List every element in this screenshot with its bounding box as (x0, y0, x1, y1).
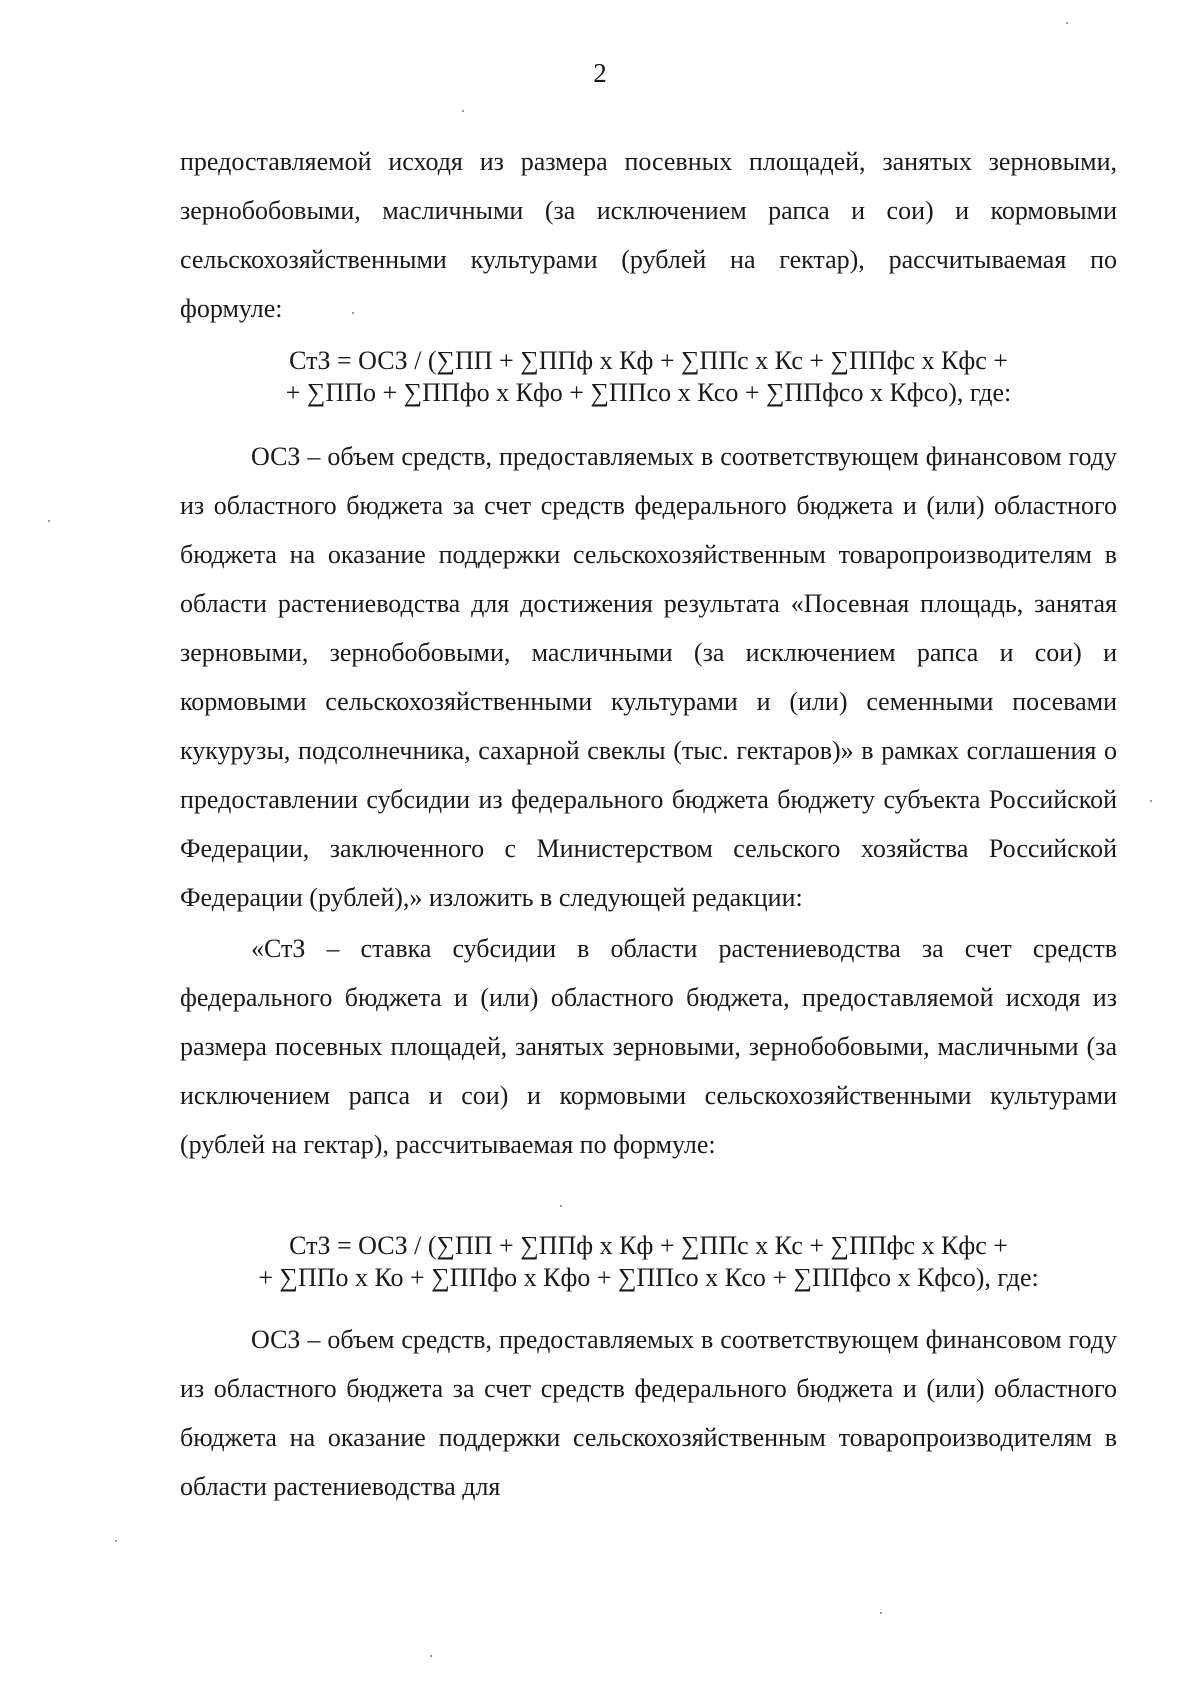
scan-speck (48, 520, 50, 522)
paragraph-stz-definition: «СтЗ – ставка субсидии в области растениеводства за счет средств федерального бюджета и (или) областного бюджета, предоставляемой исходя из размера посевных площадей, занятых зерновыми, зернобобовыми, масличными (за исключением рапса и сои) и кормовыми сельскохозяйственными культурами (рублей на гектар), рассчитываемая по формуле: (180, 934, 1117, 1159)
scan-speck (1150, 800, 1152, 802)
scan-speck (1066, 22, 1068, 24)
formula-1-line-2: + ∑ППо + ∑ППфо х Кфо + ∑ППсо х Ксо + ∑ППфсо х Кфсо), где: (285, 378, 1012, 407)
formula-2-line-1: СтЗ = ОСЗ / (∑ПП + ∑ППф х Кф + ∑ППс х Кс + ∑ППфс х Кфс + (289, 1231, 1008, 1260)
scan-speck (115, 1540, 117, 1542)
page-number: 2 (593, 58, 607, 88)
paragraph-osz-definition-repeat: ОСЗ – объем средств, предоставляемых в соответствующем финансовом году из областного бюджета за счет средств федерального бюджета и (или) областного бюджета на оказание поддержки сельскохозяйственным товаропроизводителям в области растениеводства для (180, 1325, 1117, 1501)
paragraph-continuation: предоставляемой исходя из размера посевных площадей, занятых зерновыми, зернобобовыми, масличными (за исключением рапса и сои) и кормовыми сельскохозяйственными культурами (рублей на гектар), рассчитываемая по формуле: (180, 147, 1117, 323)
scan-speck (462, 110, 464, 112)
formula-1-line-1: СтЗ = ОСЗ / (∑ПП + ∑ППф х Кф + ∑ППс х Кс + ∑ППфс х Кфс + (289, 346, 1008, 375)
scan-speck (430, 1655, 432, 1657)
formula-2 (180, 1230, 1117, 1294)
scan-speck (560, 1205, 562, 1207)
formula-2-line-2: + ∑ППо х Ко + ∑ППфо х Кфо + ∑ППсо х Ксо + ∑ППфсо х Кфсо), где: (258, 1263, 1039, 1292)
formula-1 (180, 345, 1117, 409)
paragraph-osz-definition: ОСЗ – объем средств, предоставляемых в соответствующем финансовом году из областного бюджета за счет средств федерального бюджета и (или) областного бюджета на оказание поддержки сельскохозяйственным товаропроизводителям в области растениеводства для достижения результата «Посевная площадь, занятая зерновыми, зернобобовыми, масличными (за исключением рапса и сои) и кормовыми сельскохозяйственными культурами и (или) семенными посевами кукурузы, подсолнечника, сахарной свеклы (тыс. гектаров)» в рамках соглашения о предоставлении субсидии из федерального бюджета бюджету субъекта Российской Федерации, заключенного с Министерством сельского хозяйства Российской Федерации (рублей),» изложить в следующей редакции: (180, 442, 1117, 912)
scan-speck (352, 312, 354, 314)
scan-speck (880, 1612, 882, 1614)
